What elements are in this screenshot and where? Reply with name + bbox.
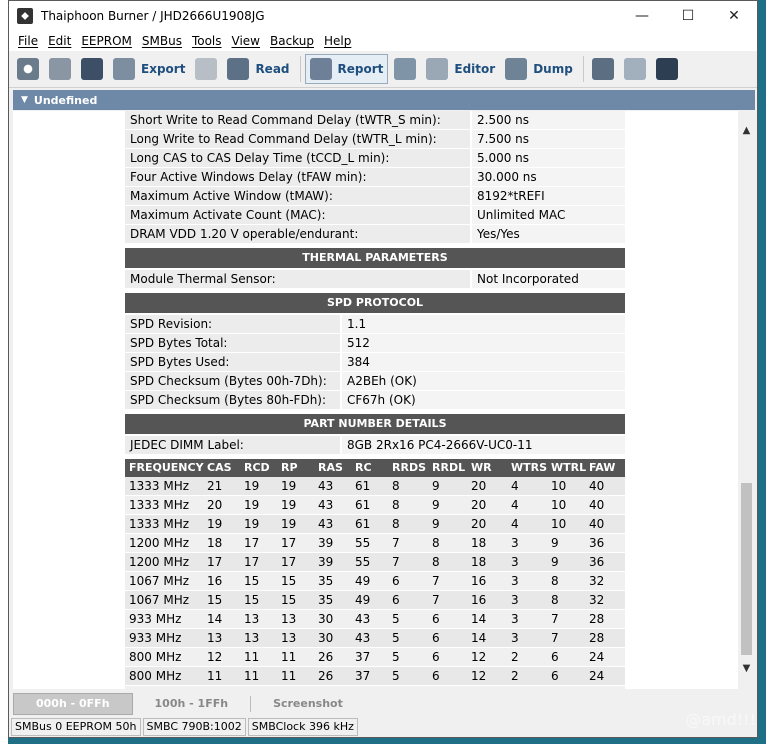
parameter-label: SPD Checksum (Bytes 80h-FDh):: [125, 391, 340, 409]
menu-backup[interactable]: Backup: [270, 34, 314, 48]
table-cell: 14: [471, 631, 487, 645]
table-cell: 3: [511, 574, 519, 588]
table-cell: 1200 MHz: [129, 536, 190, 550]
parameter-value: 384: [340, 353, 625, 371]
scan-button[interactable]: [588, 54, 618, 84]
column-header: WTRL: [551, 461, 587, 474]
export-icon: [113, 58, 135, 80]
parameter-label: Long CAS to CAS Delay Time (tCCD_L min):: [125, 149, 470, 167]
editor-label: Editor: [454, 62, 496, 76]
read-button[interactable]: [223, 54, 293, 84]
timing-table: [125, 477, 625, 689]
table-cell: 19: [281, 517, 297, 531]
table-cell: 37: [355, 669, 371, 683]
parameter-row: [125, 315, 625, 334]
thermal-header: THERMAL PARAMETERS: [125, 248, 625, 270]
table-cell: 4: [511, 479, 519, 493]
table-cell: [125, 686, 203, 689]
parameter-value: 8GB 2Rx16 PC4-2666V-UC0-11: [340, 436, 625, 454]
parameter-label: Four Active Windows Delay (tFAW min):: [125, 168, 470, 186]
parameter-value: 8192*tREFI: [470, 187, 625, 205]
table-cell: 39: [318, 555, 334, 569]
table-cell: 11: [244, 650, 260, 664]
table-cell: 13: [281, 631, 297, 645]
wrench-icon: [394, 58, 416, 80]
parameter-row: [125, 334, 625, 353]
toolbar: [9, 51, 757, 88]
tab-screenshot[interactable]: Screenshot: [273, 697, 343, 710]
table-cell: 7: [432, 593, 440, 607]
table-cell: 11: [207, 669, 223, 683]
table-cell: 5: [392, 612, 400, 626]
menu-bar: [9, 31, 757, 51]
table-cell: 20: [207, 498, 223, 512]
table-cell: 7: [392, 536, 400, 550]
open-button[interactable]: [45, 54, 75, 84]
table-row: [125, 648, 625, 667]
table-cell: 13: [244, 631, 260, 645]
oscilloscope-button[interactable]: [652, 54, 682, 84]
table-cell: 6: [432, 669, 440, 683]
menu-smbus[interactable]: SMBus: [141, 34, 182, 48]
table-cell: 6: [551, 650, 559, 664]
table-cell: 17: [244, 536, 260, 550]
table-cell: 6: [432, 650, 440, 664]
table-cell: 7: [432, 574, 440, 588]
menu-tools[interactable]: Tools: [191, 34, 222, 48]
table-cell: 800 MHz: [129, 669, 182, 683]
report-label: Report: [337, 62, 384, 76]
status-smbclock: SMBClock 396 kHz: [248, 718, 358, 736]
parameter-row: [125, 187, 625, 206]
settings-button[interactable]: [13, 54, 43, 84]
parameter-value: Yes/Yes: [470, 225, 625, 243]
table-row: [125, 477, 625, 496]
export-button[interactable]: [109, 54, 189, 84]
table-cell: 933 MHz: [129, 631, 182, 645]
spd-protocol-header: SPD PROTOCOL: [125, 293, 625, 315]
table-cell: [314, 686, 351, 689]
table-cell: 17: [281, 536, 297, 550]
toolbar-separator: [300, 56, 301, 82]
table-cell: 8: [392, 517, 400, 531]
part-number-details: [125, 436, 625, 455]
table-cell: 12: [207, 650, 223, 664]
timing-table-header: [125, 459, 625, 477]
table-cell: 61: [355, 517, 371, 531]
report-pane: [13, 111, 755, 689]
table-cell: 32: [589, 593, 605, 607]
table-row: [125, 686, 625, 689]
table-cell: 9: [432, 517, 440, 531]
table-cell: [277, 686, 314, 689]
table-row: [125, 553, 625, 572]
table-cell: 28: [589, 612, 605, 626]
table-cell: 9: [432, 479, 440, 493]
table-row: [125, 591, 625, 610]
table-cell: 21: [207, 479, 223, 493]
parameter-value: 30.000 ns: [470, 168, 625, 186]
app-icon: [17, 8, 33, 24]
table-cell: 43: [355, 631, 371, 645]
table-cell: 10: [551, 479, 567, 493]
spd-report: [125, 111, 625, 689]
table-cell: 39: [318, 536, 334, 550]
table-cell: 4: [511, 498, 519, 512]
table-row: [125, 629, 625, 648]
close-button[interactable]: ✕: [728, 8, 740, 24]
table-cell: [547, 686, 585, 689]
table-row: [125, 515, 625, 534]
table-cell: 43: [318, 517, 334, 531]
report-button[interactable]: [305, 54, 389, 84]
table-cell: [388, 686, 428, 689]
table-cell: 7: [392, 555, 400, 569]
scroll-up-icon[interactable]: ▲: [742, 125, 751, 136]
table-cell: 8: [432, 555, 440, 569]
column-header: RRDS: [392, 461, 426, 474]
status-smbus: SMBus 0 EEPROM 50h: [11, 718, 141, 736]
table-cell: 1067 MHz: [129, 593, 190, 607]
parameter-value: 512: [340, 334, 625, 352]
toolbar-separator: [583, 56, 584, 82]
table-cell: 43: [318, 479, 334, 493]
export-label: Export: [141, 62, 186, 76]
table-cell: 15: [244, 574, 260, 588]
table-cell: 16: [471, 593, 487, 607]
table-cell: 49: [355, 593, 371, 607]
parameter-value: 1.1: [340, 315, 625, 333]
floppy-disk-icon: [81, 58, 103, 80]
table-cell: 7: [551, 612, 559, 626]
app-window: [8, 0, 758, 738]
parameter-label: SPD Checksum (Bytes 00h-7Dh):: [125, 372, 340, 390]
table-row: [125, 572, 625, 591]
dump-grid-icon: [505, 58, 527, 80]
parameter-label: JEDEC DIMM Label:: [125, 436, 340, 454]
table-cell: [507, 686, 547, 689]
table-cell: 10: [551, 517, 567, 531]
table-cell: 1333 MHz: [129, 479, 190, 493]
table-cell: 35: [318, 574, 334, 588]
table-cell: 15: [281, 593, 297, 607]
table-cell: 9: [432, 498, 440, 512]
table-cell: 18: [471, 555, 487, 569]
table-cell: 3: [511, 536, 519, 550]
parameter-row: [125, 436, 625, 455]
table-cell: 11: [281, 650, 297, 664]
lock-icon: [195, 58, 217, 80]
parameter-label: Short Write to Read Command Delay (tWTR_S min):: [125, 111, 470, 129]
table-cell: 6: [551, 669, 559, 683]
table-cell: 30: [318, 612, 334, 626]
parameter-row: [125, 130, 625, 149]
table-cell: 9: [551, 555, 559, 569]
parameter-row: [125, 372, 625, 391]
table-cell: 3: [511, 555, 519, 569]
column-header: RCD: [244, 461, 270, 474]
table-cell: 20: [471, 498, 487, 512]
table-cell: 40: [589, 517, 605, 531]
table-cell: 24: [589, 669, 605, 683]
table-cell: 35: [318, 593, 334, 607]
table-cell: [240, 686, 277, 689]
table-cell: 1067 MHz: [129, 574, 190, 588]
table-cell: 8: [432, 536, 440, 550]
column-header: RC: [355, 461, 372, 474]
table-cell: 20: [471, 517, 487, 531]
parameter-label: Module Thermal Sensor:: [125, 270, 470, 288]
table-cell: [467, 686, 507, 689]
table-cell: 6: [432, 631, 440, 645]
table-cell: 49: [355, 574, 371, 588]
table-cell: 13: [281, 612, 297, 626]
table-row: [125, 667, 625, 686]
table-cell: 55: [355, 536, 371, 550]
table-cell: 26: [318, 650, 334, 664]
column-header: WR: [471, 461, 492, 474]
table-cell: 3: [511, 593, 519, 607]
part-number-header: PART NUMBER DETAILS: [125, 414, 625, 436]
table-cell: 800 MHz: [129, 650, 182, 664]
parameter-label: SPD Revision:: [125, 315, 340, 333]
gear-icon: [17, 58, 39, 80]
column-header: RRDL: [432, 461, 466, 474]
parameter-label: Maximum Active Window (tMAW):: [125, 187, 470, 205]
parameter-label: Long Write to Read Command Delay (tWTR_L min):: [125, 130, 470, 148]
table-cell: 8: [392, 479, 400, 493]
maximize-button[interactable]: ☐: [681, 8, 695, 24]
table-cell: [351, 686, 388, 689]
table-cell: 30: [318, 631, 334, 645]
thermal-parameters: [125, 270, 625, 289]
column-header: FAW: [589, 461, 616, 474]
table-cell: 7: [551, 631, 559, 645]
table-cell: [585, 686, 625, 689]
table-cell: 37: [355, 650, 371, 664]
table-cell: 40: [589, 479, 605, 493]
table-row: [125, 496, 625, 515]
table-cell: 19: [207, 517, 223, 531]
table-cell: 19: [244, 479, 260, 493]
parameter-row: [125, 353, 625, 372]
table-cell: 36: [589, 555, 605, 569]
table-cell: 13: [207, 631, 223, 645]
table-row: [125, 534, 625, 553]
table-cell: 43: [318, 498, 334, 512]
table-cell: 5: [392, 669, 400, 683]
table-cell: 2: [511, 650, 519, 664]
title-bar: [9, 1, 757, 31]
tab-100h-1ffh[interactable]: 100h - 1FFh: [154, 697, 229, 710]
dump-button[interactable]: [501, 54, 577, 84]
table-cell: 16: [471, 574, 487, 588]
table-cell: [203, 686, 240, 689]
table-cell: 55: [355, 555, 371, 569]
table-cell: 15: [281, 574, 297, 588]
table-cell: 11: [281, 669, 297, 683]
menu-file[interactable]: File: [18, 34, 39, 48]
column-header: RP: [281, 461, 298, 474]
watermark: @amd!!!: [685, 710, 756, 729]
table-cell: 24: [589, 650, 605, 664]
parameter-value: Unlimited MAC: [470, 206, 625, 224]
magnifier-icon: [592, 58, 614, 80]
table-cell: 1200 MHz: [129, 555, 190, 569]
read-chip-icon: [227, 58, 249, 80]
table-cell: 13: [244, 612, 260, 626]
save-button[interactable]: [77, 54, 107, 84]
table-cell: 933 MHz: [129, 612, 182, 626]
table-cell: 4: [511, 517, 519, 531]
table-cell: 40: [589, 498, 605, 512]
section-title: Undefined: [33, 93, 98, 107]
column-header: RAS: [318, 461, 343, 474]
table-cell: 14: [471, 612, 487, 626]
parameter-value: 5.000 ns: [470, 149, 625, 167]
status-smbc: SMBC 790B:1002: [143, 718, 246, 736]
parameter-label: SPD Bytes Used:: [125, 353, 340, 371]
table-cell: 5: [392, 650, 400, 664]
table-cell: 3: [511, 612, 519, 626]
table-cell: 18: [471, 536, 487, 550]
parameter-label: DRAM VDD 1.20 V operable/endurant:: [125, 225, 470, 243]
table-cell: 14: [207, 612, 223, 626]
parameter-value: CF67h (OK): [340, 391, 625, 409]
parameter-value: Not Incorporated: [470, 270, 625, 288]
waveform-icon: [656, 58, 678, 80]
parameter-row: [125, 168, 625, 187]
wrench-button[interactable]: [390, 54, 420, 84]
report-icon: [310, 58, 332, 80]
spd-protocol: [125, 315, 625, 410]
menu-help[interactable]: Help: [324, 34, 352, 48]
window-title: Thaiphoon Burner / JHD2666U1908JG: [41, 9, 265, 23]
menu-eeprom[interactable]: EEPROM: [81, 34, 132, 48]
table-cell: 19: [244, 498, 260, 512]
table-cell: 15: [244, 593, 260, 607]
parameter-label: Maximum Activate Count (MAC):: [125, 206, 470, 224]
table-cell: 3: [511, 631, 519, 645]
editor-button[interactable]: [422, 54, 499, 84]
scrollbar-thumb[interactable]: [741, 483, 752, 655]
table-cell: 17: [281, 555, 297, 569]
parameter-row: [125, 149, 625, 168]
menu-edit[interactable]: Edit: [48, 34, 72, 48]
table-cell: 61: [355, 498, 371, 512]
dump-label: Dump: [533, 62, 573, 76]
parameter-row: [125, 391, 625, 410]
table-cell: 6: [392, 574, 400, 588]
parameter-row: [125, 111, 625, 130]
folder-icon: [49, 58, 71, 80]
table-cell: 8: [551, 574, 559, 588]
table-cell: 1333 MHz: [129, 498, 190, 512]
minimize-button[interactable]: —: [635, 8, 649, 24]
table-cell: 19: [281, 498, 297, 512]
table-cell: 15: [207, 593, 223, 607]
table-cell: 11: [244, 669, 260, 683]
table-cell: 32: [589, 574, 605, 588]
table-cell: 19: [244, 517, 260, 531]
table-cell: 5: [392, 631, 400, 645]
table-cell: 1333 MHz: [129, 517, 190, 531]
compare-button[interactable]: [620, 54, 650, 84]
table-cell: 12: [471, 650, 487, 664]
lock-button[interactable]: [191, 54, 221, 84]
timing-parameters: [125, 111, 625, 244]
column-header: FREQUENCY: [129, 461, 204, 474]
background-window-edge: [0, 0, 8, 744]
table-cell: 10: [551, 498, 567, 512]
table-cell: 19: [281, 479, 297, 493]
status-bar: [9, 716, 757, 737]
table-cell: 9: [551, 536, 559, 550]
table-cell: 17: [207, 555, 223, 569]
table-cell: [428, 686, 467, 689]
tab-000h-0ffh[interactable]: 000h - 0FFh: [13, 693, 133, 715]
editor-icon: [426, 58, 448, 80]
column-header: CAS: [207, 461, 232, 474]
table-cell: 20: [471, 479, 487, 493]
document-icon: [624, 58, 646, 80]
table-cell: 61: [355, 479, 371, 493]
table-cell: 28: [589, 631, 605, 645]
section-header[interactable]: [13, 90, 755, 110]
table-cell: 8: [392, 498, 400, 512]
table-cell: 17: [244, 555, 260, 569]
table-row: [125, 610, 625, 629]
parameter-value: 2.500 ns: [470, 111, 625, 129]
table-cell: 6: [432, 612, 440, 626]
table-cell: 8: [551, 593, 559, 607]
menu-view[interactable]: View: [231, 34, 260, 48]
parameter-label: SPD Bytes Total:: [125, 334, 340, 352]
table-cell: 6: [392, 593, 400, 607]
table-cell: 16: [207, 574, 223, 588]
read-label: Read: [255, 62, 290, 76]
table-cell: 36: [589, 536, 605, 550]
table-cell: 2: [511, 669, 519, 683]
table-cell: 12: [471, 669, 487, 683]
parameter-row: [125, 206, 625, 225]
collapse-chevron-icon: ▼: [21, 95, 28, 105]
vertical-scrollbar[interactable]: [738, 111, 755, 689]
table-cell: 26: [318, 669, 334, 683]
table-cell: 18: [207, 536, 223, 550]
parameter-value: 7.500 ns: [470, 130, 625, 148]
parameter-value: A2BEh (OK): [340, 372, 625, 390]
parameter-row: [125, 225, 625, 244]
table-cell: 43: [355, 612, 371, 626]
column-header: WTRS: [511, 461, 548, 474]
scroll-down-icon[interactable]: ▼: [742, 663, 751, 674]
parameter-row: [125, 270, 625, 289]
view-tabs: [13, 693, 365, 715]
